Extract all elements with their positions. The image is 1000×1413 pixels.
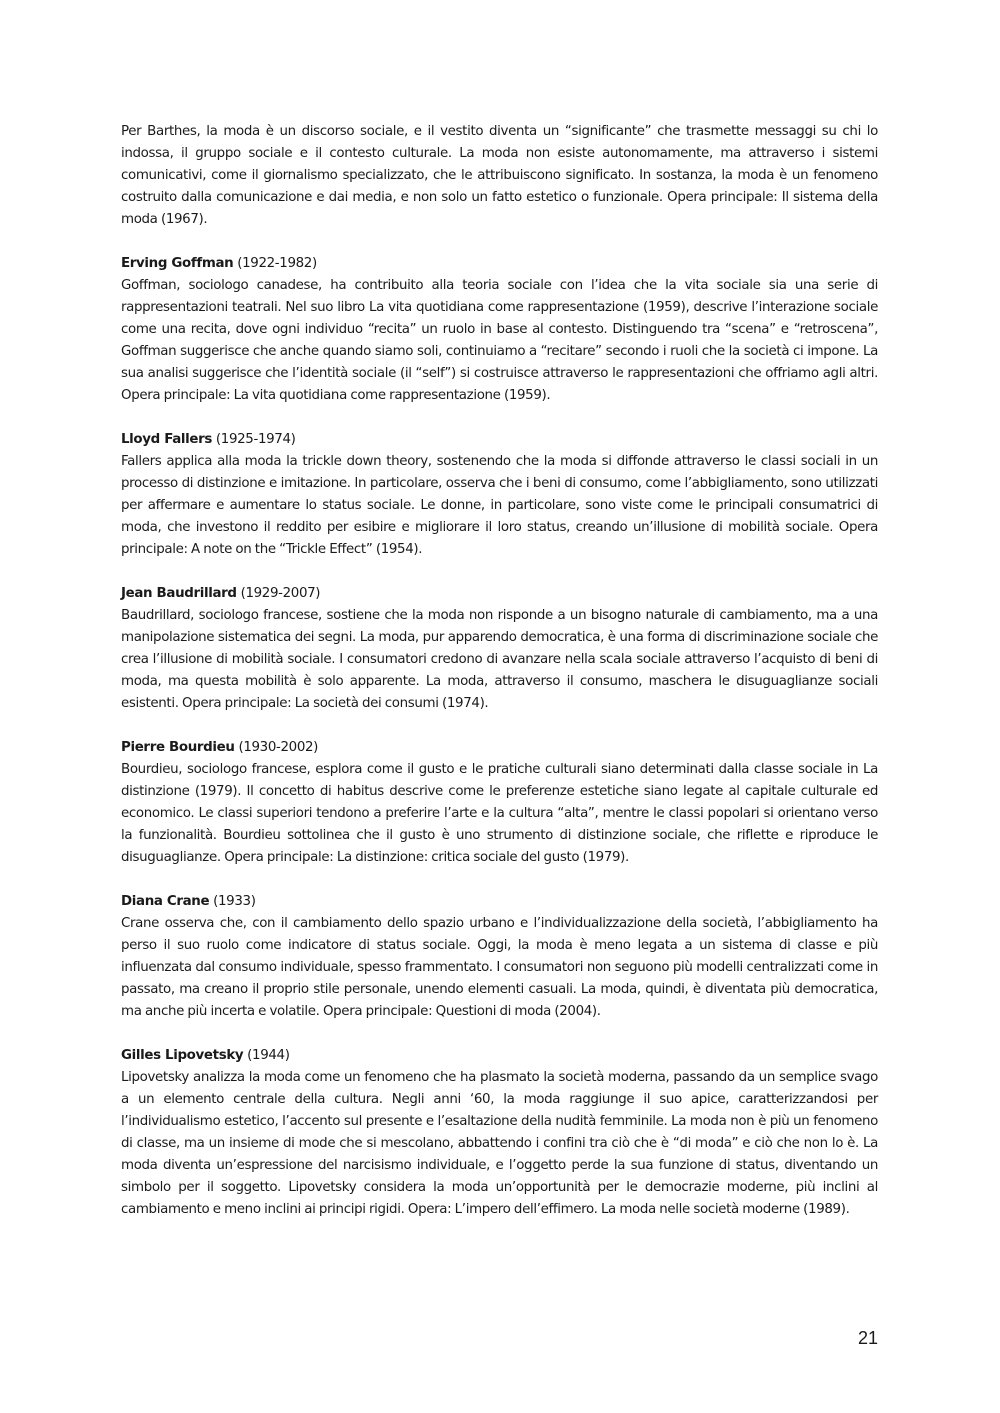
- author-years: (1933): [213, 894, 256, 909]
- intro-paragraph: Per Barthes, la moda è un discorso sociale, e il vestito diventa un “significante” che trasmette messaggi su chi lo indossa, il gruppo sociale e il contesto culturale. La moda non esiste autonomamente, ma attraverso i sistemi comunicativi, come il giornalismo specializzato, che le attribuiscono significato. In sostanza, la moda è un fenomeno costruito dalla comunicazione e dai media, e non solo un fatto estetico o funzionale. Opera principale: Il sistema della moda (1967).: [121, 124, 878, 227]
- entry-heading: [121, 583, 878, 605]
- author-name: Jean Baudrillard: [121, 586, 237, 601]
- entry-bourdieu: [121, 737, 878, 869]
- entry-heading: [121, 1045, 878, 1067]
- entry-lipovetsky: [121, 1045, 878, 1221]
- author-years: (1944): [247, 1048, 290, 1063]
- author-name: Lloyd Fallers: [121, 432, 212, 447]
- entry-fallers: [121, 429, 878, 561]
- entry-heading: [121, 891, 878, 913]
- entry-heading: [121, 253, 878, 275]
- author-years: (1922-1982): [237, 256, 317, 271]
- author-years: (1930-2002): [238, 740, 319, 755]
- entry-heading: [121, 737, 878, 759]
- author-years: (1925-1974): [215, 432, 296, 447]
- entry-paragraph: Lipovetsky analizza la moda come un fenomeno che ha plasmato la società moderna, passando da un semplice svago a un elemento centrale della cultura. Negli anni ‘60, la moda raggiunge il suo apice, caratterizzandosi per l’individualismo estetico, l’accento sul presente e l’esaltazione della nudità femminile. La moda non è più un fenomeno di classe, ma un insieme di mode che si mescolano, abbattendo i confini tra ciò che è “di moda” e ciò che non lo è. La moda diventa un’espressione del narcisismo individuale, e l’oggetto perde la sua funzione di status, diventando un simbolo per il soggetto. Lipovetsky considera la moda un’opportunità per le democrazie moderne, più inclini al cambiamento e meno inclini ai principi rigidi. Opera: L’impero dell’effimero. La moda nelle società moderne (1989).: [121, 1070, 878, 1217]
- entry-heading: [121, 429, 878, 451]
- entry-paragraph: Crane osserva che, con il cambiamento dello spazio urbano e l’individualizzazione della società, l’abbigliamento ha perso il suo ruolo come indicatore di status sociale. Oggi, la moda è meno legata a un sistema di classe e più influenzata dal consumo individuale, spesso frammentato. I consumatori non seguono più modelli centralizzati come in passato, ma creano il proprio stile personale, unendo elementi casuali. La moda, quindi, è diventata più democratica, ma anche più incerta e volatile. Opera principale: Questioni di moda (2004).: [121, 916, 878, 1019]
- author-name: Diana Crane: [121, 894, 210, 909]
- entry-paragraph: Bourdieu, sociologo francese, esplora come il gusto e le pratiche culturali siano determinati dalla classe sociale in La distinzione (1979). Il concetto di habitus descrive come le preferenze estetiche siano legate al capitale culturale ed economico. Le classi superiori tendono a preferire l’arte e la cultura “alta”, mentre le classi popolari si orientano verso la funzionalità. Bourdieu sottolinea che il gusto è uno strumento di distinzione sociale, che riflette e riproduce le disuguaglianze. Opera principale: La distinzione: critica sociale del gusto (1979).: [121, 762, 878, 865]
- entry-crane: [121, 891, 878, 1023]
- author-name: Pierre Bourdieu: [121, 740, 235, 755]
- entry-baudrillard: [121, 583, 878, 715]
- author-name: Gilles Lipovetsky: [121, 1048, 244, 1063]
- entry-goffman: [121, 253, 878, 407]
- page-number: 21: [857, 1328, 878, 1348]
- entry-paragraph: Goffman, sociologo canadese, ha contribuito alla teoria sociale con l’idea che la vita sociale sia una serie di rappresentazioni teatrali. Nel suo libro La vita quotidiana come rappresentazione (1959), descrive l’interazione sociale come una recita, dove ogni individuo “recita” un ruolo in base al contesto. Distinguendo tra “scena” e “retroscena”, Goffman suggerisce che anche quando siamo soli, continuiamo a “recitare” secondo i ruoli che la società ci impone. La sua analisi suggerisce che l’identità sociale (il “self”) si costruisce attraverso le rappresentazioni che offriamo agli altri. Opera principale: La vita quotidiana come rappresentazione (1959).: [121, 278, 878, 403]
- page-content: [121, 121, 878, 1221]
- entry-paragraph: Fallers applica alla moda la trickle down theory, sostenendo che la moda si diffonde attraverso le classi sociali in un processo di distinzione e imitazione. In particolare, osserva che i beni di consumo, come l’abbigliamento, sono utilizzati per affermare e aumentare lo status sociale. Le donne, in particolare, sono viste come le principali consumatrici di moda, che investono il reddito per esibire e migliorare il loro status, creando un’illusione di mobilità sociale. Opera principale: A note on the “Trickle Effect” (1954).: [121, 454, 878, 557]
- author-name: Erving Goffman: [121, 256, 234, 271]
- entry-paragraph: Baudrillard, sociologo francese, sostiene che la moda non risponde a un bisogno naturale di cambiamento, ma a una manipolazione sistematica dei segni. La moda, pur apparendo democratica, è una forma di discriminazione sociale che crea l’illusione di mobilità sociale. I consumatori credono di avanzare nella scala sociale attraverso l’acquisto di beni di moda, ma questa mobilità è solo apparente. La moda, attraverso il consumo, maschera le disuguaglianze sociali esistenti. Opera principale: La società dei consumi (1974).: [121, 608, 878, 711]
- author-years: (1929-2007): [240, 586, 321, 601]
